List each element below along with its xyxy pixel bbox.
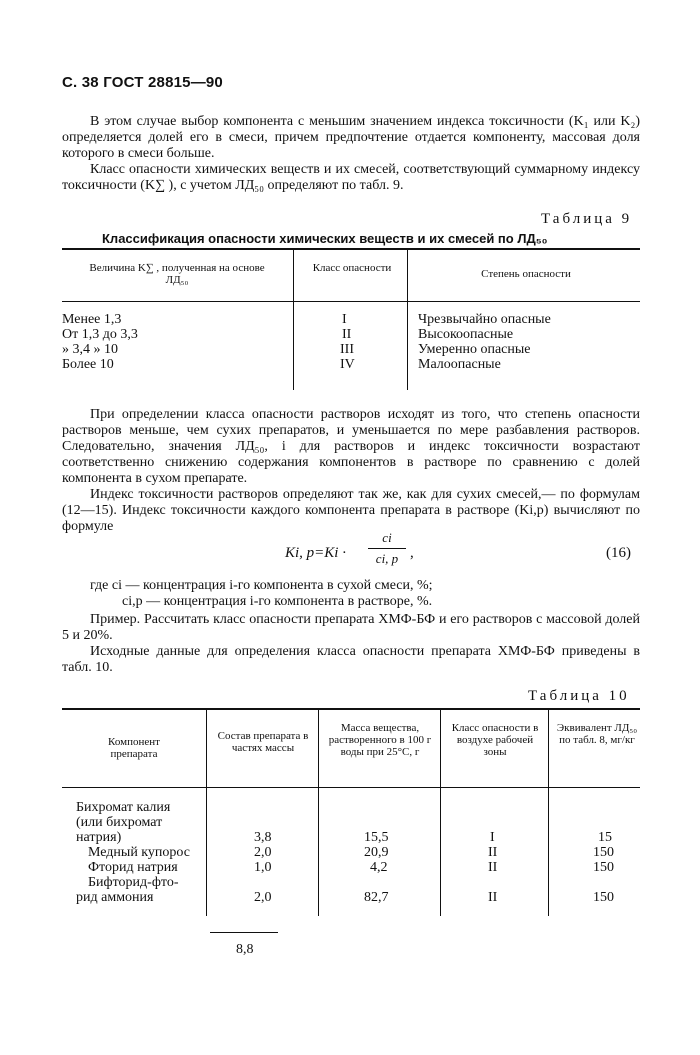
where-line-1: где ci — концентрация i-го компонента в сухой смеси, %; <box>90 578 433 593</box>
table10-col-divider-1 <box>206 710 207 916</box>
formula-number: (16) <box>606 545 631 561</box>
table10-header-rule <box>62 787 640 788</box>
table9-row-4-degree: Малоопасные <box>418 357 501 372</box>
table10-row-1-composition: 3,8 <box>254 830 272 845</box>
page-header: С. 38 ГОСТ 28815—90 <box>62 74 223 91</box>
table10-row-1-component-line3: натрия) <box>76 830 122 845</box>
table10-row-4-class: II <box>488 890 498 905</box>
table10-row-1-component-line1: Бихромат калия <box>76 800 171 815</box>
intro-text <box>62 114 640 194</box>
table10-row-4-mass: 82,7 <box>364 890 389 905</box>
table9-top-rule <box>62 248 640 250</box>
body-paragraph-4: Индекс токсичности растворов определяют так же, как для сухих смесей,— по формулам (12—15). Индекс токсичности каждого компонента препарата в растворе (Ki,p) вычисляют по формуле <box>62 487 640 534</box>
intro-paragraph-2: Класс опасности химических веществ и их смесей, соответствующий суммарному индексу токсичности (K∑ ), с учетом ЛД₅₀ определяют по табл. 9. <box>62 162 640 193</box>
table9-header-rule <box>62 301 640 302</box>
table10-row-2-mass: 20,9 <box>364 845 389 860</box>
table10-row-3-component: Фторид натрия <box>88 860 178 875</box>
example-text <box>62 612 640 676</box>
table10-row-3-ld50: 150 <box>593 860 614 875</box>
table9-header-class: Класс опасности <box>312 262 392 274</box>
formula-fraction <box>368 530 406 567</box>
table9-row-3-degree: Умеренно опасные <box>418 342 531 357</box>
table10-row-2-class: II <box>488 845 498 860</box>
intro-paragraph-1: В этом случае выбор компонента с меньшим значением индекса токсичности (K₁ или K₂) определяется долей его в смеси, причем предпочтение отдается компоненту, массовая доля которого в смеси больше. <box>62 114 640 161</box>
table10-caption: Таблица 10 <box>528 688 630 704</box>
table9-header-degree: Степень опасности <box>481 268 571 280</box>
formula-denominator: ci, p <box>375 551 399 566</box>
table10-header-component: Компонент препарата <box>108 736 160 760</box>
table9-row-2-value: От 1,3 до 3,3 <box>62 327 138 342</box>
table10-row-1-component-line2: (или бихромат <box>76 815 163 830</box>
body-paragraph-5: Пример. Рассчитать класс опасности препарата ХМФ-БФ и его растворов с массовой долей 5 и 20%. <box>62 612 640 643</box>
table9-col-divider-1 <box>293 250 294 390</box>
body-paragraph-6: Исходные данные для определения класса опасности препарата ХМФ-БФ приведены в табл. 10. <box>62 644 640 675</box>
table10-col-divider-2 <box>318 710 319 916</box>
table10-header-composition: Состав препарата в частях массы <box>217 730 309 754</box>
table10-header-mass: Масса вещества, растворенного в 100 г воды при 25°С, г <box>328 722 432 758</box>
table9-row-2-degree: Высокоопасные <box>418 327 514 342</box>
table9-row-4-class: IV <box>340 357 355 372</box>
composition-sum: 8,8 <box>236 942 254 957</box>
where-line-2: ci,p — концентрация i-го компонента в растворе, %. <box>122 594 433 609</box>
formula-numerator: ci <box>382 530 392 545</box>
sum-rule <box>210 932 278 933</box>
table10-top-rule <box>62 708 640 710</box>
formula-comma: , <box>410 545 414 561</box>
table10-header-hazard-class: Класс опасности в воздухе рабочей зоны <box>451 722 539 758</box>
table10-col-divider-3 <box>440 710 441 916</box>
table10-row-2-composition: 2,0 <box>254 845 272 860</box>
table9-row-1-value: Менее 1,3 <box>62 312 122 327</box>
table10 <box>62 708 640 918</box>
formula-fraction-bar <box>368 548 406 549</box>
table10-col-divider-4 <box>548 710 549 916</box>
table9-row-1-degree: Чрезвычайно опасные <box>418 312 551 327</box>
where-clauses <box>62 578 622 610</box>
table9-caption: Таблица 9 <box>541 211 633 227</box>
table10-row-1-class: I <box>490 830 495 845</box>
table10-row-2-component: Медный купорос <box>88 845 190 860</box>
table9-col-divider-2 <box>407 250 408 390</box>
table9 <box>62 248 640 393</box>
table10-row-2-ld50: 150 <box>593 845 614 860</box>
table10-row-4-ld50: 150 <box>593 890 614 905</box>
table9-row-3-value: » 3,4 » 10 <box>62 342 118 357</box>
table10-row-4-composition: 2,0 <box>254 890 272 905</box>
table9-row-4-value: Более 10 <box>62 357 114 372</box>
body-text <box>62 407 640 535</box>
table9-row-1-class: I <box>342 312 347 327</box>
table10-row-1-ld50: 15 <box>598 830 612 845</box>
table10-header-ld50: Эквивалент ЛД₅₀ по табл. 8, мг/кг <box>556 722 638 746</box>
table10-row-3-mass: 4,2 <box>370 860 388 875</box>
table9-title: Классификация опасности химических веществ и их смесей по ЛД₅₀ <box>102 231 548 246</box>
table10-row-3-composition: 1,0 <box>254 860 272 875</box>
table10-row-4-component-line1: Бифторид-фто- <box>88 875 179 890</box>
formula-lhs: Ki, p=Ki · <box>285 545 346 561</box>
body-paragraph-3: При определении класса опасности растворов исходят из того, что степень опасности растворов меньше, чем сухих препаратов, и уменьшается по мере разбавления растворов. Следовательно, значения ЛД₅₀, i для растворов и индекс токсичности возрастают соответственно снижению содержания компонентов в растворе по сравнению с долей компонента в сухом препарате. <box>62 407 640 486</box>
table10-row-4-component-line2: рид аммония <box>76 890 154 905</box>
table10-row-1-mass: 15,5 <box>364 830 389 845</box>
table9-row-3-class: III <box>340 342 354 357</box>
table9-row-2-class: II <box>342 327 352 342</box>
table9-header-value: Величина K∑ , полученная на основе ЛД₅₀ <box>89 262 265 286</box>
table10-row-3-class: II <box>488 860 498 875</box>
